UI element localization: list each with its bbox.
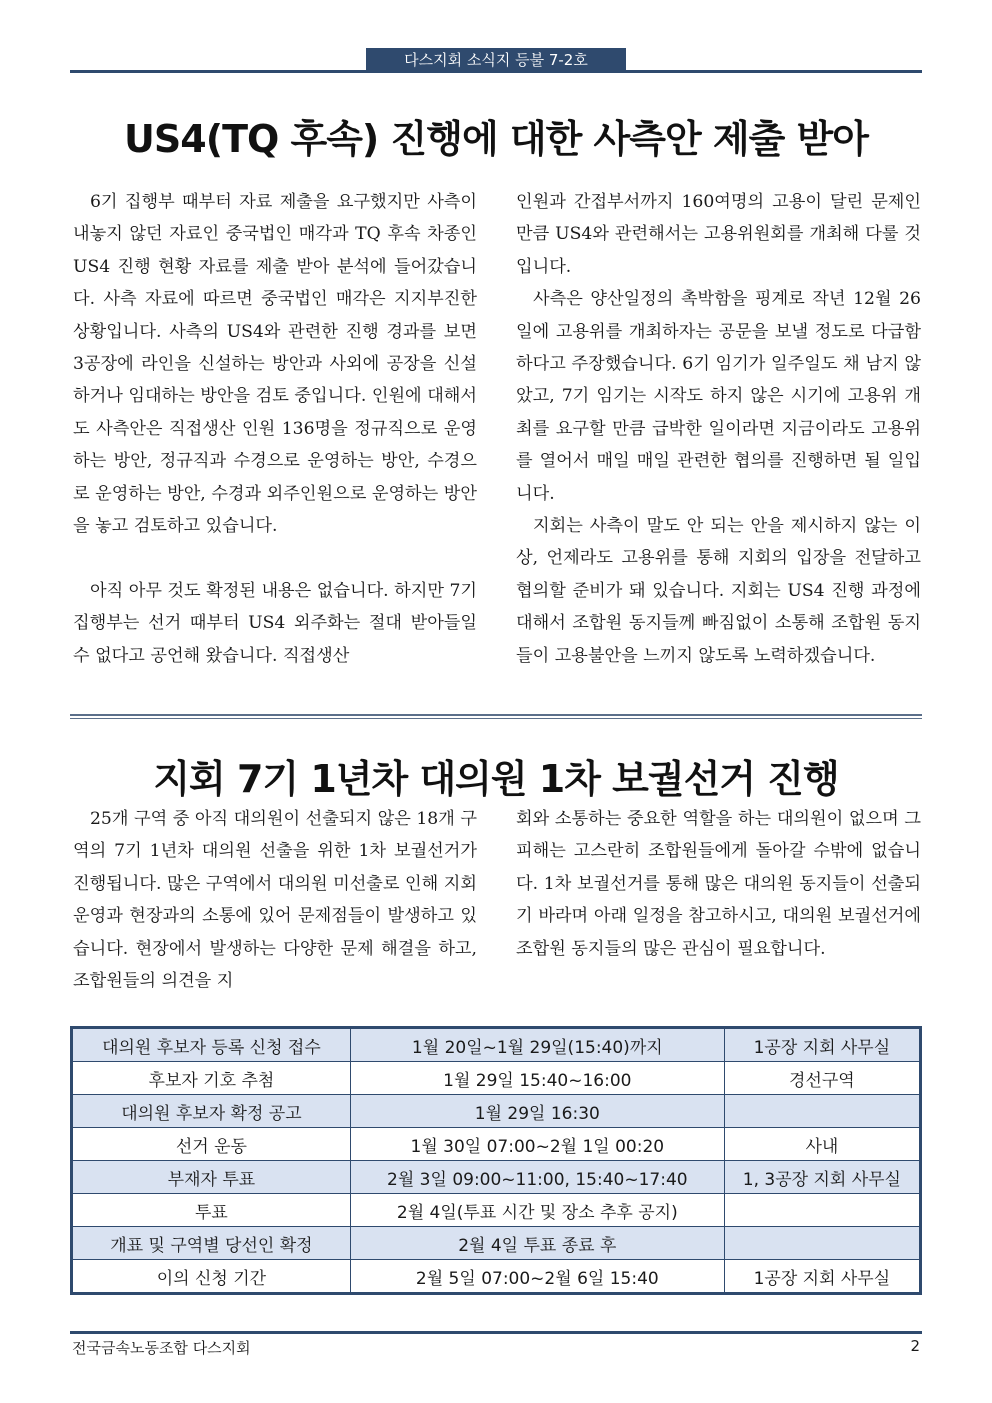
article2-headline: 지회 7기 1년차 대의원 1차 보궐선거 진행	[153, 757, 839, 801]
article1-left-paragraph: 6기 집행부 때부터 자료 제출을 요구했지만 사측이 내놓지 않던 자료인 중국법인 매각과 TQ 후속 차종인 US4 진행 현황 자료를 제출 받아 분석에 들어갔습니다. 사측 자료에 따르면 중국법인 매각은 지지부진한 상황입니다. 사측의 US4와 관련한 진행 경과를 보면 3공장에 라인을 신설하는 방안과 사외에 공장을 신설하거나 임대하는 방안을 검토 중입니다. 인원에 대해서도 사측안은 직접생산 인원 136명을 정규직으로 운영하는 방안, 정규직과 수경으로 운영하는 방안, 수경으로 운영하는 방안, 수경과 외주인원으로 운영하는 방안을 놓고 검토하고 있습니다.	[73, 192, 477, 537]
article2-right-paragraph: 회와 소통하는 중요한 역할을 하는 대의원이 없으며 그 피해는 고스란히 조합원들에게 돌아갈 수밖에 없습니다. 1차 보궐선거를 통해 많은 대의원 동지들이 선출되기 바라며 아래 일정을 참고하시고, 대의원 보궐선거에 조합원 동지들의 많은 관심이 필요합니다.	[516, 809, 921, 959]
schedule-time: 2월 4일 투표 종료 후	[350, 1227, 724, 1260]
article1-right-paragraph: 지회는 사측이 말도 안 되는 안을 제시하지 않는 이상, 언제라도 고용위를 통해 지회의 입장을 전달하고 협의할 준비가 돼 있습니다. 지회는 US4 진행 과정에 대해서 조합원 동지들께 빠짐없이 소통해 조합원 동지들이 고용불안을 느끼지 않도록 노력하겠습니다.	[516, 516, 921, 666]
article2-right-column	[516, 803, 921, 965]
schedule-place: 1, 3공장 지회 사무실	[724, 1161, 920, 1194]
footer-rule	[70, 1331, 922, 1334]
article2-left-paragraph: 25개 구역 중 아직 대의원이 선출되지 않은 18개 구역의 7기 1년차 대의원 선출을 위한 1차 보궐선거가 진행됩니다. 많은 구역에서 대의원 미선출로 인해 지회 운영과 현장과의 소통에 있어 문제점들이 발생하고 있습니다. 현장에서 발생하는 다양한 문제 해결을 하고, 조합원들의 의견을 지	[73, 809, 477, 992]
article1-right-paragraph: 인원과 간접부서까지 160여명의 고용이 달린 문제인 만큼 US4와 관련해서는 고용위원회를 개최해 다룰 것입니다.	[516, 192, 921, 277]
schedule-place	[724, 1227, 920, 1260]
table-row	[72, 1260, 921, 1294]
article1-left-column	[73, 186, 477, 672]
article1-headline: US4(TQ 후속) 진행에 대한 사측안 제출 받아	[124, 117, 868, 161]
article1-right-paragraph: 사측은 양산일정의 촉박함을 핑계로 작년 12월 26일에 고용위를 개최하자는 공문을 보낼 정도로 다급함하다고 주장했습니다. 6기 임기가 일주일도 채 남지 않았고, 7기 임기는 시작도 하지 않은 시기에 고용위 개최를 요구할 만큼 급박한 일이라면 지금이라도 고용위를 열어서 매일 매일 관련한 협의를 진행하면 될 일입니다.	[516, 289, 921, 504]
footer-organization: 전국금속노동조합 다스지회	[72, 1339, 251, 1357]
table-row	[72, 1194, 921, 1227]
table-row	[72, 1095, 921, 1128]
election-schedule-table	[70, 1026, 922, 1295]
table-row	[72, 1028, 921, 1062]
schedule-time: 2월 3일 09:00~11:00, 15:40~17:40	[350, 1161, 724, 1194]
schedule-time: 1월 20일~1월 29일(15:40)까지	[350, 1028, 724, 1062]
schedule-place	[724, 1194, 920, 1227]
schedule-item: 선거 운동	[72, 1128, 351, 1161]
schedule-place: 사내	[724, 1128, 920, 1161]
schedule-time: 1월 29일 15:40~16:00	[350, 1062, 724, 1095]
newsletter-title: 다스지회 소식지 등불 7-2호	[366, 48, 626, 72]
schedule-item: 부재자 투표	[72, 1161, 351, 1194]
schedule-place: 경선구역	[724, 1062, 920, 1095]
table-row	[72, 1227, 921, 1260]
article1-left-paragraph: 아직 아무 것도 확정된 내용은 없습니다. 하지만 7기 집행부는 선거 때부터 US4 외주화는 절대 받아들일 수 없다고 공언해 왔습니다. 직접생산	[73, 580, 477, 666]
schedule-item: 개표 및 구역별 당선인 확정	[72, 1227, 351, 1260]
schedule-time: 2월 4일(투표 시간 및 장소 추후 공지)	[350, 1194, 724, 1227]
schedule-place: 1공장 지회 사무실	[724, 1028, 920, 1062]
schedule-place	[724, 1095, 920, 1128]
schedule-item: 대의원 후보자 등록 신청 접수	[72, 1028, 351, 1062]
table-row	[72, 1062, 921, 1095]
schedule-item: 이의 신청 기간	[72, 1260, 351, 1294]
article2-left-column	[73, 803, 477, 997]
page-number: 2	[910, 1337, 920, 1355]
section-divider-thin	[70, 718, 922, 719]
schedule-item: 투표	[72, 1194, 351, 1227]
table-row	[72, 1161, 921, 1194]
schedule-time: 1월 30일 07:00~2월 1일 00:20	[350, 1128, 724, 1161]
schedule-item: 대의원 후보자 확정 공고	[72, 1095, 351, 1128]
section-divider	[70, 714, 922, 716]
table-row	[72, 1128, 921, 1161]
article1-right-column	[516, 186, 921, 672]
schedule-place: 1공장 지회 사무실	[724, 1260, 920, 1294]
schedule-time: 1월 29일 16:30	[350, 1095, 724, 1128]
schedule-item: 후보자 기호 추첨	[72, 1062, 351, 1095]
schedule-time: 2월 5일 07:00~2월 6일 15:40	[350, 1260, 724, 1294]
